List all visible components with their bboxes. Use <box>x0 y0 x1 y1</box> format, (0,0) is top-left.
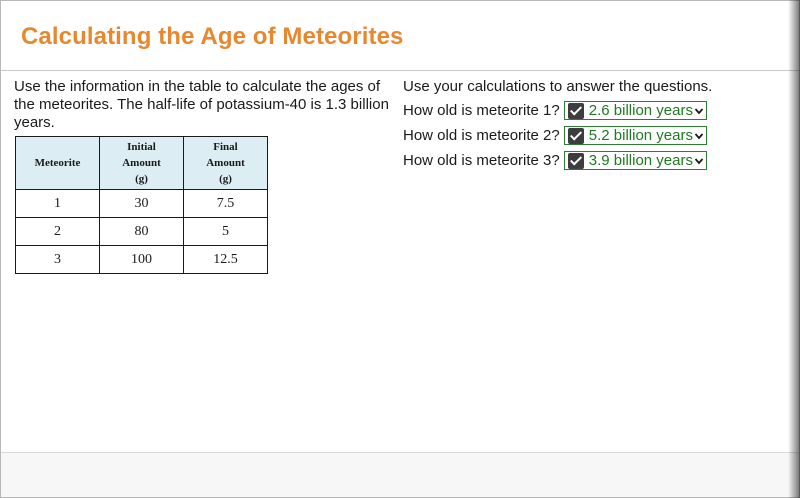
chevron-down-icon <box>694 131 704 141</box>
check-icon <box>568 153 584 169</box>
table-header-row <box>16 137 268 190</box>
question-label-3: How old is meteorite 3? <box>403 152 560 169</box>
cell-meteorite: 1 <box>16 190 100 218</box>
chevron-down-icon <box>694 106 704 116</box>
header <box>1 1 799 71</box>
question-row-1 <box>403 98 712 123</box>
footer-bar <box>1 453 799 497</box>
questions-panel <box>403 78 712 173</box>
answer-value-3: 3.9 billion years <box>588 152 693 169</box>
header-initial-amount <box>100 137 184 190</box>
questions-instruction: Use your calculations to answer the questions. <box>403 78 713 95</box>
chevron-down-icon <box>694 156 704 166</box>
check-icon <box>568 128 584 144</box>
header-final-line-1: Final <box>213 141 238 153</box>
table-row <box>16 190 268 218</box>
cell-meteorite: 2 <box>16 218 100 246</box>
header-initial-line-1: Initial <box>127 141 156 153</box>
cell-initial-amount: 30 <box>100 190 184 218</box>
header-divider <box>1 70 799 71</box>
header-meteorite <box>16 137 100 190</box>
cell-initial-amount: 100 <box>100 246 184 274</box>
cell-final-amount: 5 <box>184 218 268 246</box>
question-row-3 <box>403 148 712 173</box>
window-edge-shadow <box>788 0 800 498</box>
cell-meteorite: 3 <box>16 246 100 274</box>
table-row <box>16 218 268 246</box>
cell-final-amount: 7.5 <box>184 190 268 218</box>
answer-dropdown-3[interactable] <box>564 151 707 170</box>
check-icon <box>568 103 584 119</box>
header-final-amount <box>184 137 268 190</box>
cell-initial-amount: 80 <box>100 218 184 246</box>
header-final-line-3: (g) <box>219 173 232 185</box>
answer-dropdown-1[interactable] <box>564 101 707 120</box>
header-final-line-2: Amount <box>206 157 245 169</box>
header-initial-line-3: (g) <box>135 173 148 185</box>
header-initial-line-2: Amount <box>122 157 161 169</box>
meteorite-table <box>15 136 268 274</box>
page-title: Calculating the Age of Meteorites <box>21 23 404 50</box>
header-meteorite-line: Meteorite <box>34 157 81 169</box>
question-label-2: How old is meteorite 2? <box>403 127 560 144</box>
cell-final-amount: 12.5 <box>184 246 268 274</box>
question-row-2 <box>403 123 712 148</box>
question-label-1: How old is meteorite 1? <box>403 102 560 119</box>
answer-value-1: 2.6 billion years <box>588 102 693 119</box>
intro-text: Use the information in the table to calculate the ages of the meteorites. The half-life of potassium-40 is 1.3 billion years. <box>14 78 389 131</box>
table-row <box>16 246 268 274</box>
answer-dropdown-2[interactable] <box>564 126 707 145</box>
answer-value-2: 5.2 billion years <box>588 127 693 144</box>
